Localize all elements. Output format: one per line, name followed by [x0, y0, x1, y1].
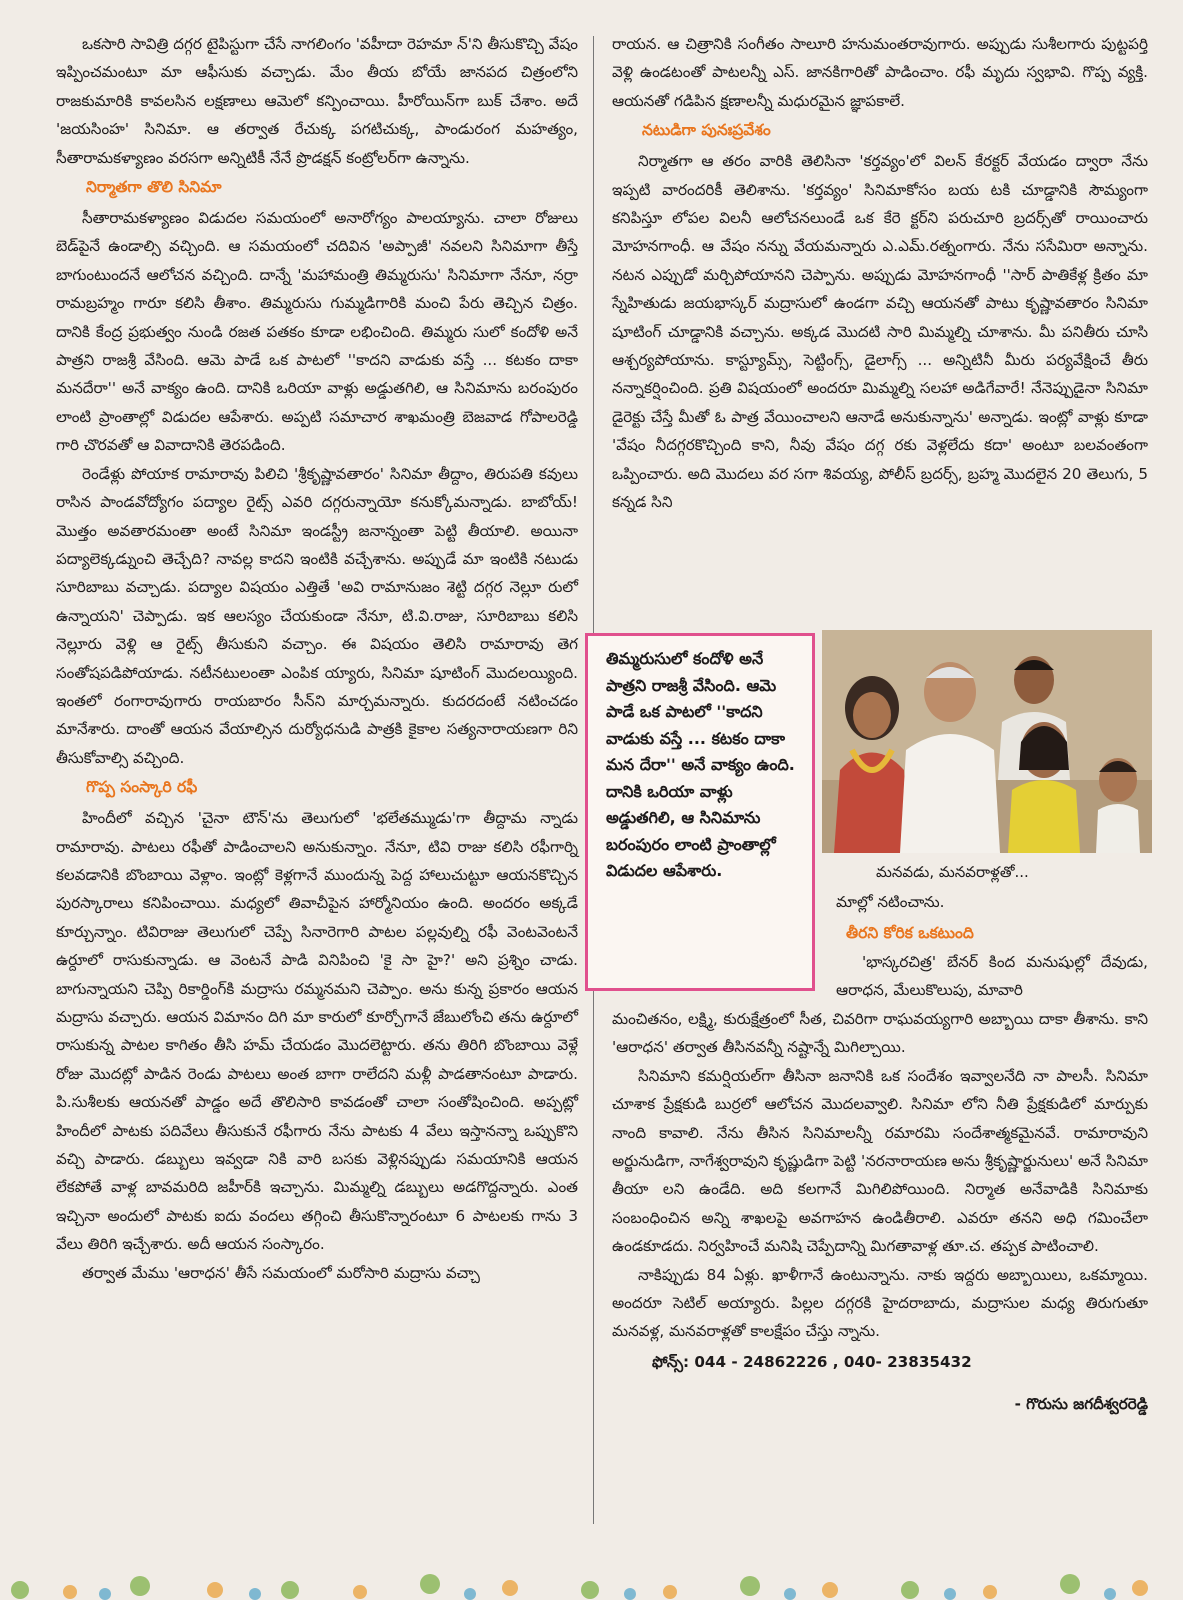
- photo-caption: మనవడు, మనవరాళ్లతో...: [876, 863, 1029, 881]
- paragraph: సినిమాని కమర్షియల్‌గా తీసినా జనానికి ఒక సందేశం ఇవ్వాలనేది నా పాలసీ. సినిమా చూశాక ప్రేక్షకుడి బుర్రలో ఆలోచన మొదలవ్వాలి. సినిమా లోని నీతి ప్రేక్షకుడిలో మార్పుకు నాంది కావాలి. నేను తీసిన సినిమాలన్నీ రమారమి సందేశాత్మకమైనవే. రామారావుని అర్జునుడిగా, నాగేశ్వరావుని కృష్ణుడిగా పెట్టి 'నరనారాయణ అను శ్రీకృష్ణార్జునులు' అనే సినిమా తీయా లని ఉండేది. అది కలగానే మిగిలిపోయింది. నిర్మాత అనేవాడికి సినిమాకు సంబంధించిన అన్ని శాఖలపై అవగాహన ఉండితీరాలి. ఎవరూ తనని అధి గమించేలా ఉండకూడదు. నిర్వహించే మనిషి చెప్పేదాన్ని మిగతావాళ్ల తూ.చ. తప్పక పాటించాలి.: [612, 1066, 1148, 1256]
- paragraph: తర్వాత మేము 'ఆరాధన' తీసే సమయంలో మరోసారి మద్రాసు వచ్చా: [82, 1263, 480, 1282]
- paragraph: సీతారామకళ్యాణం విడుదల సమయంలో అనారోగ్యం పాలయ్యాను. చాలా రోజులు బెడ్‌పైనే ఉండాల్సి వచ్చింది. ఆ సమయంలో చదివిన 'అప్పాజీ' నవలని సినిమాగా తీస్తే బాగుంటుందనే ఆలోచన వచ్చింది. దాన్నే 'మహామంత్రి తిమ్మరుసు' సినిమాగా నేనూ, నర్రా రామబ్రహ్మం గారూ కలిసి తీశాం. తిమ్మరుసు గుమ్మడిగారికి మంచి పేరు తెచ్చిన చిత్రం. దానికి కేంద్ర ప్రభుత్వం నుండి రజత పతకం కూడా లభించింది. తిమ్మరు సులో కందోళి అనే పాత్రని రాజశ్రీ వేసింది. ఆమె పాడే ఒక పాటలో ''కాదని వాడుకు వస్తే ... కటకం దాకా మనదేరా'' అనే వాక్యం ఉంది. దానికి ఒరియా వాళ్లు అడ్డుతగిలి, ఆ సినిమాను బరంపురం లాంటి ప్రాంతాల్లో విడుదల ఆపేశారు. అప్పటి సమాచార శాఖమంత్రి బెజవాడ గోపాలరెడ్డి గారి చొరవతో ఆ వివాదానికి తెరపడింది.: [56, 209, 578, 455]
- pull-quote-text: తిమ్మరుసులో కందోళి అనే పాత్రని రాజశ్రీ వేసింది. ఆమె పాడే ఒక పాటలో ''కాదని వాడుకు వస్తే ... కటకం దాకా మన దేరా'' అనే వాక్యం ఉంది. దానికి ఒరియా వాళ్లు అడ్డుతగిలి, ఆ సినిమాను బరంపురం లాంటి ప్రాంతాల్లో విడుదల ఆపేశారు.: [606, 649, 795, 880]
- section-heading: నటుడిగా పునఃప్రవేశం: [642, 121, 771, 140]
- paragraph: నిర్మాతగా ఆ తరం వారికి తెలిసినా 'కర్తవ్యం'లో విలన్ కేరక్టర్ వేయడం ద్వారా నేను ఇప్పటి వారందరికీ తెలిశాను. 'కర్తవ్యం' సినిమాకోసం బయ టకి చూడ్డానికి సౌమ్యంగా కనిపిస్తూ లోపల విలనీ ఆలోచనలుండే ఒక కేరె క్టర్‌ని పరుచూరి బ్రదర్స్‌తో రాయించారు మోహనగాంధీ. ఆ వేషం నన్ను వేయమన్నారు ఎ.ఎమ్.రత్నంగారు. నేను ససేమిరా అన్నాను. నటన ఎప్పుడో మర్చిపోయానని చెప్పాను. అప్పుడు మోహనగాంధీ ''సార్ పాతికేళ్ల క్రితం మా స్నేహితుడు జయభాస్కర్ మద్రాసులో ఉండగా వచ్చి ఆయనతో పాటు కృష్ణావతారం సినిమా షూటింగ్ చూడ్డానికి వచ్చాను. అక్కడ మొదటి సారి మిమ్మల్ని చూశాను. మీ పనితీరు చూసి ఆశ్చర్యపోయాను. కాస్ట్యూమ్స్, సెట్టింగ్స్, డైలాగ్స్ ... అన్నిటినీ మీరు పర్యవేక్షించే తీరు నన్నాకర్షించింది. ప్రతి విషయంలో అందరూ మిమ్మల్ని సలహా అడిగేవారే! నేనెప్పుడైనా సినిమా డైరెక్టు చేస్తే మీతో ఓ పాత్ర వేయించాలని ఆనాడే అనుకున్నాను' అన్నాడు. ఇంట్లో వాళ్లు కూడా 'వేషం నీదగ్గరకొచ్చింది కాని, నీవు వేషం దగ్గ రకు వెళ్లలేదు కదా' అంటూ బలవంతంగా ఒప్పించారు. అది మొదలు వర సగా శివయ్య, పోలీస్ బ్రదర్స్, బ్రహ్మ మొదలైన 20 తెలుగు, 5 కన్నడ సిని: [612, 152, 1148, 512]
- right-column-top: [612, 30, 1148, 517]
- section-heading: తీరని కోరిక ఒకటుంది: [846, 924, 974, 942]
- paragraph: రాయన. ఆ చిత్రానికి సంగీతం సాలూరి హనుమంతరావుగారు. అప్పుడు సుశీలగారు పుట్టపర్తి వెళ్లి ఉండటంతో పాటలన్నీ ఎస్. జానకిగారితో పాడించాం. రఫీ మృదు స్వభావి. గొప్ప వ్యక్తి. ఆయనతో గడిపిన క్షణాలన్నీ మధురమైన జ్ఞాపకాలే.: [612, 35, 1148, 110]
- pull-quote: [585, 633, 815, 991]
- left-column: [56, 30, 578, 1287]
- paragraph: నాకిప్పుడు 84 ఏళ్లు. ఖాళీగానే ఉంటున్నాను. నాకు ఇద్దరు అబ్బాయిలు, ఒకమ్మాయి. అందరూ సెటిల్ అయ్యారు. పిల్లల దగ్గరకి హైదరాబాదు, మద్రాసుల మధ్య తిరుగుతూ మనవళ్ల, మనవరాళ్లతో కాలక్షేపం చేస్తు న్నాను.: [612, 1265, 1148, 1341]
- phone-numbers: ఫోన్స్: 044 - 24862226 , 040- 23835432: [652, 1352, 972, 1371]
- footer-decoration: [0, 1560, 1183, 1600]
- paragraph: 'భాస్కరచిత్ర' బేనర్ కింద మనుషుల్లో దేవుడు, ఆరాధన, మేలుకొలుపు, మావారి: [836, 953, 1148, 1000]
- paragraph: రెండేళ్లు పోయాక రామారావు పిలిచి 'శ్రీకృష్ణావతారం' సినిమా తీద్దాం, తిరుపతి కవులు రాసిన పాండవోద్యోగం పద్యాల రైట్స్ ఎవరి దగ్గరున్నాయో కనుక్కోమన్నాడు. బాబోయ్! మొత్తం అవతారమంతా అంటే సినిమా ఇండస్ట్రీ జనాన్నంతా పెట్టి తీయాలి. అయినా పద్యాలెక్కడ్నుంచి తెచ్చేది? నావల్ల కాదని ఇంటికి వచ్చేశాను. అప్పుడే మా ఇంటికి నటుడు సూరిబాబు వచ్చాడు. పద్యాల విషయం ఎత్తితే 'అవి రామానుజం శెట్టి దగ్గర నెల్లూ రులో ఉన్నాయని' చెప్పాడు. ఇక ఆలస్యం చేయకుండా నేనూ, టి.వి.రాజు, సూరిబాబు కలిసి నెల్లూరు వెళ్లి ఆ రైట్స్ తీసుకుని వచ్చాం. ఈ విషయం తెలిసి రామారావు తెగ సంతోషపడిపోయాడు. నటీనటులంతా ఎంపిక య్యారు, సినిమా షూటింగ్ మొదలయ్యింది. ఇంతలో రంగారావుగారు రాయబారం సీన్‌ని మార్చమన్నారు. కుదరదంటే నటించడం మానేశారు. దాంతో ఆయన వేయాల్సిన దుర్యోధనుడి పాత్రకి కైకాల సత్యనారాయణగా రిని తీసుకోవాల్సి వచ్చింది.: [56, 464, 578, 767]
- section-heading: గొప్ప సంస్కారి రఫీ: [86, 778, 198, 797]
- paragraph: మంచితనం, లక్ష్మి, కురుక్షేత్రంలో సీత, చివరిగా రాఘవయ్యగారి అబ్బాయి దాకా తీశాను. కాని 'ఆరాధన' తర్వాత తీసినవన్నీ నష్టాన్నే మిగిల్చాయి.: [612, 1010, 1148, 1057]
- author-signature: - గొరుసు జగదీశ్వరరెడ్డి: [1014, 1395, 1148, 1414]
- paragraph: మాల్లో నటించాను.: [836, 893, 945, 911]
- photo-illustration: [822, 630, 1152, 853]
- right-column-bottom: [612, 1005, 1148, 1419]
- paragraph: ఒకసారి సావిత్రి దగ్గర టైపిస్టుగా చేసే నాగలింగం 'వహీదా రెహమా న్'ని తీసుకొచ్చి వేషం ఇప్పించమంటూ మా ఆఫీసుకు వచ్చాడు. మేం తీయ బోయే జానపద చిత్రంలోని రాజకుమారికి కావలసిన లక్షణాలు ఆమెలో కన్పించాయి. హీరోయిన్‌గా బుక్ చేశాం. అదే 'జయసింహ' సినిమా. ఆ తర్వాత రేచుక్క పగటిచుక్క, పాండురంగ మహత్యం, సీతారామకళ్యాణం వరసగా అన్నిటికీ నేనే ప్రొడక్షన్ కంట్రోలర్‌గా ఉన్నాను.: [56, 35, 578, 167]
- paragraph: హిందీలో వచ్చిన 'చైనా టౌన్'ను తెలుగులో 'భలేతమ్ముడు'గా తీద్దామ న్నాడు రామారావు. పాటలు రఫీతో పాడించాలని అనుకున్నాం. నేనూ, టివి రాజు కలిసి రఫీగార్ని కలవడానికి బొంబాయి వెళ్లాం. ఇంట్లో కెళ్లగానే ముందున్న పెద్ద హాలుచుట్టూ ఆయనకొచ్చిన పురస్కారాలు కనిపించాయి. మధ్యలో తివాచీపైన హార్మోనియం ఉంది. అందరం అక్కడే కూర్చున్నాం. టివిరాజు తెలుగులో చెప్పే సినారెగారి పాటల పల్లవుల్ని రఫీ వెంటవెంటనే ఉర్దూలో రాసుకున్నాడు. ఆ వెంటనే పాడి వినిపించి 'కై సా హై?' అని ప్రశ్నిం చాడు. బాగున్నాయని చెప్పి రికార్డింగ్‌కి మద్రాసు రమ్మనమని చెప్పాం. అను కున్న ప్రకారం ఆయన మద్రాసు వచ్చారు. ఆయన విమానం దిగి మా కారులో కూర్చోగానే జేబులోంచి తను ఉర్దూలో రాసుకున్న పాటల కాగితం తీసి హమ్ చేయడం మొదలెట్టారు. తను తిరిగి బొంబాయి వెళ్లే రోజు మొదట్లో పాడిన రెండు పాటలు అంత బాగా రాలేదని మళ్లీ పాడతానంటూ పాడారు. పి.సుశీలకు ఆయనతో పాడ్డం అదే తొలిసారి కావడంతో చాలా సంతోషించింది. అప్పట్లో హిందీలో పాటకు పదివేలు తీసుకునే రఫీగారు నేను పాటకు 4 వేలు ఇస్తానన్నా ఒప్పుకొని వచ్చి పాడారు. డబ్బులు ఇవ్వడా నికి వారి బసకు వెళ్లినప్పుడు సమయానికి ఆయన లేకపోతే వాళ్ల బావమరిది జహీర్‌కి ఇచ్చాను. మిమ్మల్ని డబ్బులు అడగొద్దన్నారు. ఎంత ఇచ్చినా అందులో పాటకు ఐదు వందలు తగ్గించి తీసుకొన్నారంటూ 6 పాటలకు గాను 3 వేలు తిరిగి ఇచ్చేశారు. అదీ ఆయన సంస్కారం.: [56, 809, 578, 1254]
- family-photo: [822, 630, 1152, 853]
- section-heading: నిర్మాతగా తొలి సినిమా: [86, 178, 222, 197]
